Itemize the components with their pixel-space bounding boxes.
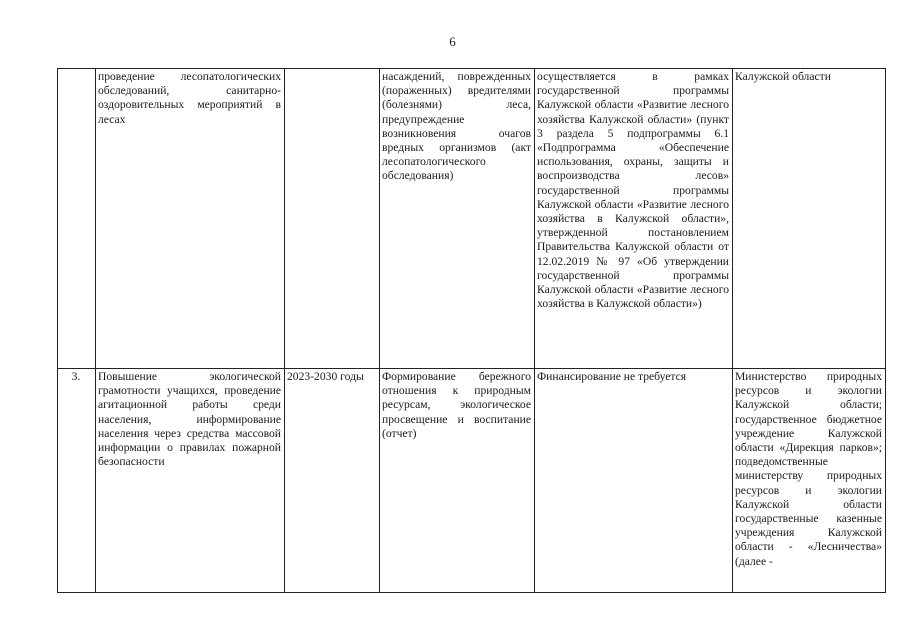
row-number-cell: 3. (58, 369, 96, 593)
executor-cell: Калужской области (733, 69, 886, 369)
table-row (58, 69, 886, 369)
table-row (58, 369, 886, 593)
row-number-cell (58, 69, 96, 369)
measures-table (57, 68, 886, 593)
result-cell: насаждений, поврежденных (пораженных) вредителями (болезнями) леса, предупреждение возникновения очагов вредных организмов (акт лесопатологического обследования) (380, 69, 535, 369)
financing-cell: Финансирование не требуется (535, 369, 733, 593)
page-number: 6 (449, 34, 456, 49)
measure-cell: проведение лесопатологических обследований, санитарно-оздоровительных мероприятий в лесах (96, 69, 285, 369)
measure-cell: Повышение экологической грамотности учащихся, проведение агитационной работы среди населения, информирование населения через средства массовой информации о правилах пожарной безопасности (96, 369, 285, 593)
result-cell: Формирование бережного отношения к природным ресурсам, экологическое просвещение и воспитание (отчет) (380, 369, 535, 593)
period-cell (285, 69, 380, 369)
executor-cell: Министерство природных ресурсов и экологии Калужской области; государственное бюджетное учреждение Калужской области «Дирекция парков»; подведомственные министерству природных ресурсов и экологии Калужской области государственные казенные учреждения Калужской области - «Лесничества» (далее - (733, 369, 886, 593)
financing-cell: осуществляется в рамках государственной программы Калужской области «Развитие лесного хозяйства Калужской области» (пункт 3 раздела 5 подпрограммы 6.1 «Подпрограмма «Обеспечение использования, охраны, защиты и воспроизводства лесов» государственной программы Калужской области «Развитие лесного хозяйства в Калужской области», утвержденной постановлением Правительства Калужской области от 12.02.2019 № 97 «Об утверждении государственной программы Калужской области «Развитие лесного хозяйства в Калужской области») (535, 69, 733, 369)
period-cell: 2023-2030 годы (285, 369, 380, 593)
